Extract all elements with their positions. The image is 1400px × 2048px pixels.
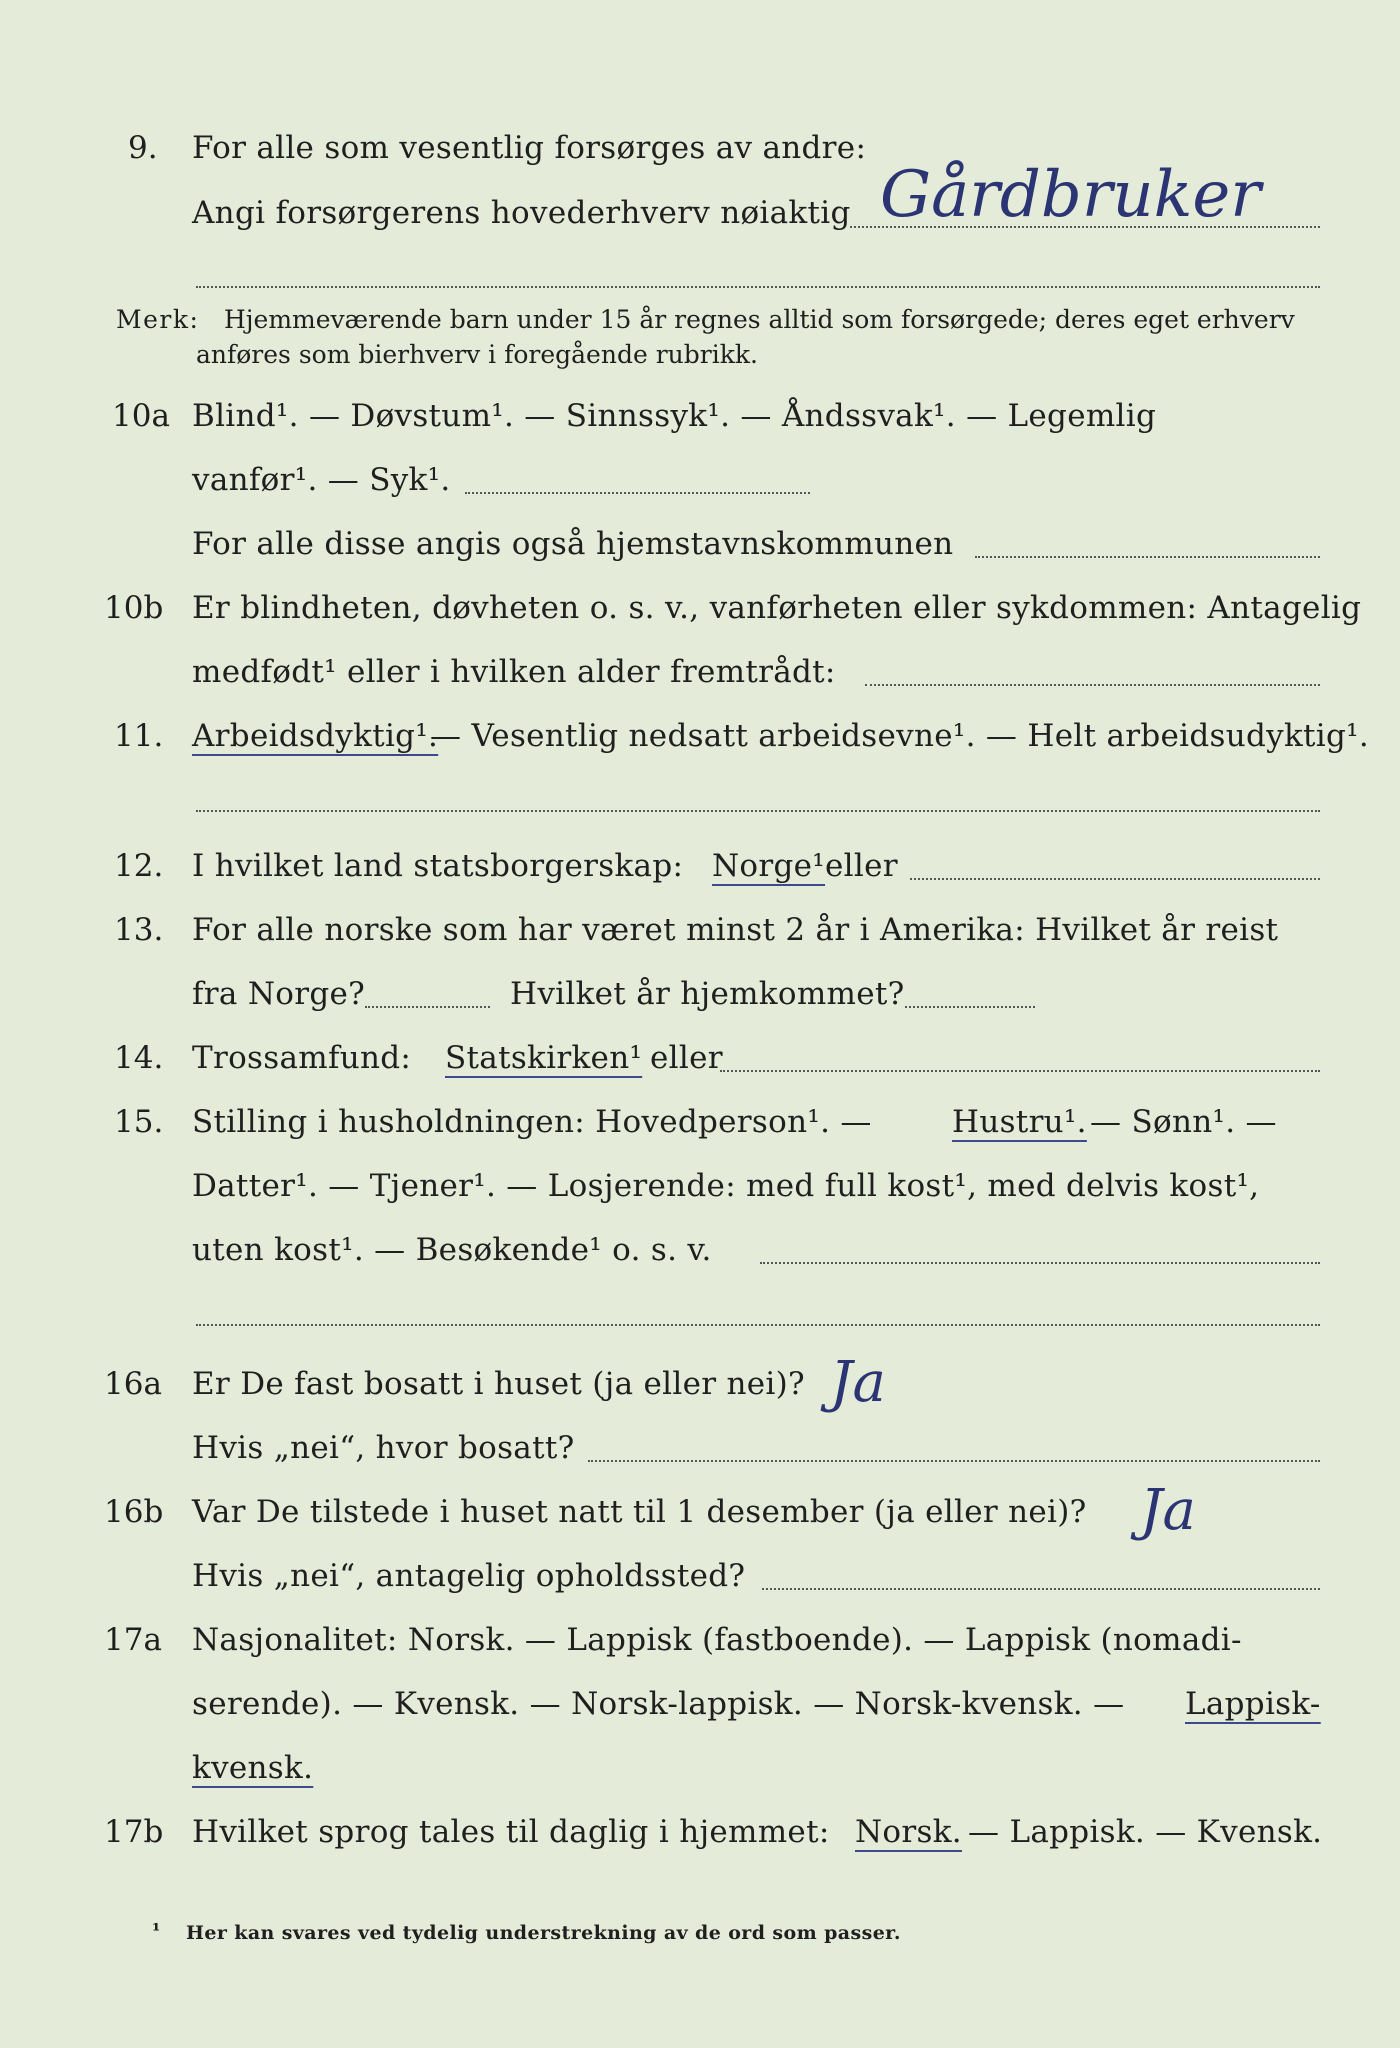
q14-tail: eller xyxy=(650,1040,723,1076)
q16a-line2: Hvis „nei“, hvor bosatt? xyxy=(192,1430,575,1466)
q10a-line3-field xyxy=(975,556,1320,558)
q16a-handwritten-answer: Ja xyxy=(830,1350,886,1415)
q12-text: I hvilket land statsborgerskap: xyxy=(192,848,684,884)
q9-handwritten-answer: Gårdbruker xyxy=(880,158,1261,232)
q16b-field xyxy=(762,1588,1320,1590)
q9-line1: For alle som vesentlig forsørges av andre: xyxy=(192,130,867,166)
q16b-number: 16b xyxy=(104,1494,164,1530)
q17b-rest: — Lappisk. — Kvensk. xyxy=(968,1814,1323,1850)
q10a-line2-field xyxy=(465,492,810,494)
q9-line2: Angi forsørgerens hovederhverv nøiaktig xyxy=(192,195,851,231)
q16b-handwritten-answer: Ja xyxy=(1140,1478,1196,1543)
q14-number: 14. xyxy=(114,1040,164,1076)
merk-line2: anføres som bierhverv i foregående rubrikk. xyxy=(196,340,758,369)
q9-number: 9. xyxy=(128,130,158,166)
q12-number: 12. xyxy=(114,848,164,884)
q16a-line1: Er De fast bosatt i huset (ja eller nei)? xyxy=(192,1366,805,1402)
footnote-mark: ¹ xyxy=(152,1920,161,1942)
q15-line1b: — Sønn¹. — xyxy=(1090,1104,1277,1140)
q13-line2b: Hvilket år hjemkommet? xyxy=(510,976,905,1012)
q17b-option-norsk: Norsk. xyxy=(855,1814,962,1850)
q9-extra-line xyxy=(196,286,1320,288)
q10a-line2: vanfør¹. — Syk¹. xyxy=(192,462,451,498)
q10b-line2: medfødt¹ eller i hvilken alder fremtrådt: xyxy=(192,654,836,690)
q17a-line2a: serende). — Kvensk. — Norsk-lappisk. — Norsk-kvensk. — xyxy=(192,1686,1125,1722)
q10a-line1: Blind¹. — Døvstum¹. — Sinnssyk¹. — Åndssvak¹. — Legemlig xyxy=(192,398,1157,434)
q15-number: 15. xyxy=(114,1104,164,1140)
q14-field xyxy=(720,1070,1320,1072)
q17a-number: 17a xyxy=(104,1622,162,1658)
q17a-line1: Nasjonalitet: Norsk. — Lappisk (fastboende). — Lappisk (nomadi- xyxy=(192,1622,1242,1658)
merk-line1: Hjemmeværende barn under 15 år regnes alltid som forsørgede; deres eget erhverv xyxy=(224,305,1295,334)
q13-hjemkommet-field xyxy=(905,1006,1035,1008)
q12-field xyxy=(910,878,1320,880)
q13-number: 13. xyxy=(114,912,164,948)
q10b-number: 10b xyxy=(104,590,164,626)
q15-extra-line xyxy=(196,1324,1320,1326)
q16a-number: 16a xyxy=(104,1366,162,1402)
q11-number: 11. xyxy=(114,718,164,754)
q14-option-statskirken: Statskirken¹ xyxy=(445,1040,643,1076)
q13-line2a: fra Norge? xyxy=(192,976,366,1012)
q12-option-norge: Norge¹ xyxy=(712,848,826,884)
q17b-number: 17b xyxy=(104,1814,164,1850)
q10a-number: 10a xyxy=(112,398,170,434)
q15-line2: Datter¹. — Tjener¹. — Losjerende: med full kost¹, med delvis kost¹, xyxy=(192,1168,1260,1204)
q15-option-hustru: Hustru¹. xyxy=(952,1104,1087,1140)
q17a-option-kvensk: kvensk. xyxy=(192,1750,314,1786)
q10a-line3: For alle disse angis også hjemstavnskommunen xyxy=(192,526,954,562)
q11-rest: — Vesentlig nedsatt arbeidsevne¹. — Helt arbeidsudyktig¹. xyxy=(430,718,1370,754)
q15-line3: uten kost¹. — Besøkende¹ o. s. v. xyxy=(192,1232,712,1268)
q11-option-arbeidsdyktig: Arbeidsdyktig¹. xyxy=(192,718,439,754)
q15-field xyxy=(760,1262,1320,1264)
footnote-text: Her kan svares ved tydelig understrekning av de ord som passer. xyxy=(186,1922,901,1944)
merk-label: Merk: xyxy=(116,305,200,334)
q17a-option-lappisk: Lappisk- xyxy=(1185,1686,1321,1722)
q16a-field xyxy=(588,1460,1320,1462)
q17b-text: Hvilket sprog tales til daglig i hjemmet: xyxy=(192,1814,830,1850)
q10b-line2-field xyxy=(865,684,1320,686)
q13-line1: For alle norske som har været minst 2 år i Amerika: Hvilket år reist xyxy=(192,912,1279,948)
q13-reist-field xyxy=(365,1006,490,1008)
q14-text: Trossamfund: xyxy=(192,1040,412,1076)
q15-line1a: Stilling i husholdningen: Hovedperson¹. — xyxy=(192,1104,872,1140)
q16b-line2: Hvis „nei“, antagelig opholdssted? xyxy=(192,1558,746,1594)
q12-tail: eller xyxy=(825,848,898,884)
q10b-line1: Er blindheten, døvheten o. s. v., vanførheten eller sykdommen: Antagelig xyxy=(192,590,1362,626)
q11-extra-line xyxy=(196,810,1320,812)
q16b-line1: Var De tilstede i huset natt til 1 desember (ja eller nei)? xyxy=(192,1494,1087,1530)
